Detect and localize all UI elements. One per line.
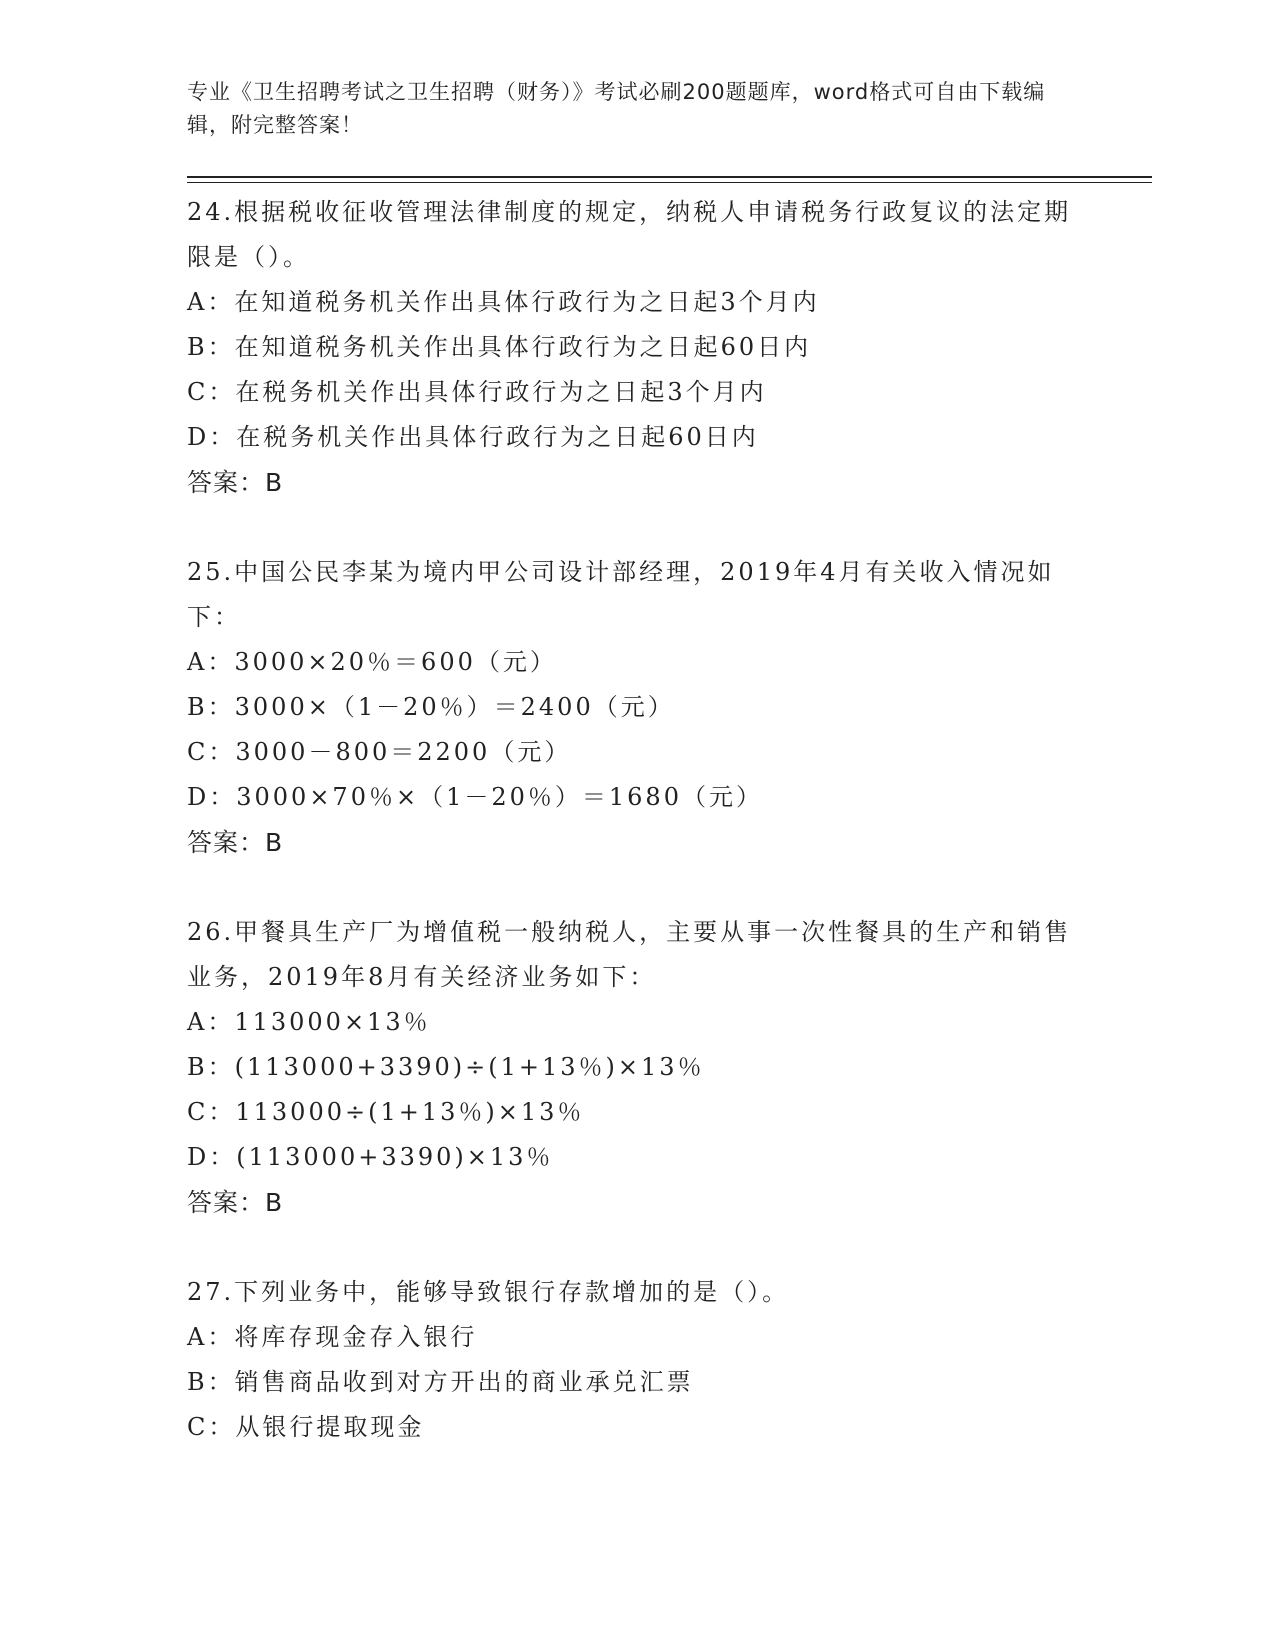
option-c: C：在税务机关作出具体行政行为之日起3个月内 (187, 378, 767, 406)
question-25 (187, 550, 1147, 865)
question-list (187, 190, 1147, 1495)
option-a: A：在知道税务机关作出具体行政行为之日起3个月内 (187, 288, 820, 316)
option-a: A：113000×13％ (187, 1008, 431, 1036)
question-stem: 24.根据税收征收管理法律制度的规定，纳税人申请税务行政复议的法定期限是（）。 (187, 198, 1072, 271)
answer: 答案：B (187, 828, 284, 857)
document-header: 专业《卫生招聘考试之卫生招聘（财务）》考试必刷200题题库，word格式可自由下载编辑，附完整答案！ (187, 80, 1046, 137)
question-stem: 26.甲餐具生产厂为增值税一般纳税人，主要从事一次性餐具的生产和销售业务，2019年8月有关经济业务如下： (187, 918, 1072, 991)
answer: 答案：B (187, 1188, 284, 1217)
option-b: B：在知道税务机关作出具体行政行为之日起60日内 (187, 333, 812, 361)
question-24 (187, 190, 1147, 505)
option-b: B：3000×（1－20％）＝2400（元） (187, 693, 675, 721)
option-b: B：(113000+3390)÷(1+13％)×13％ (187, 1053, 705, 1081)
option-c: C：3000－800＝2200（元） (187, 738, 572, 766)
option-d: D：在税务机关作出具体行政行为之日起60日内 (187, 423, 759, 451)
option-c: C：从银行提取现金 (187, 1413, 425, 1441)
question-stem: 27.下列业务中，能够导致银行存款增加的是（）。 (187, 1278, 790, 1306)
option-d: D：(113000+3390)×13％ (187, 1143, 554, 1171)
option-b: B：销售商品收到对方开出的商业承兑汇票 (187, 1368, 694, 1396)
question-26 (187, 910, 1147, 1225)
option-d: D：3000×70％×（1－20％）＝1680（元） (187, 783, 763, 811)
option-a: A：将库存现金存入银行 (187, 1323, 478, 1351)
question-27 (187, 1270, 1147, 1450)
answer: 答案：B (187, 468, 284, 497)
header-divider-thin (187, 182, 1152, 183)
option-a: A：3000×20％＝600（元） (187, 648, 557, 676)
question-stem: 25.中国公民李某为境内甲公司设计部经理，2019年4月有关收入情况如下： (187, 558, 1055, 631)
header-divider-thick (187, 176, 1152, 178)
option-c: C：113000÷(1+13％)×13％ (187, 1098, 585, 1126)
